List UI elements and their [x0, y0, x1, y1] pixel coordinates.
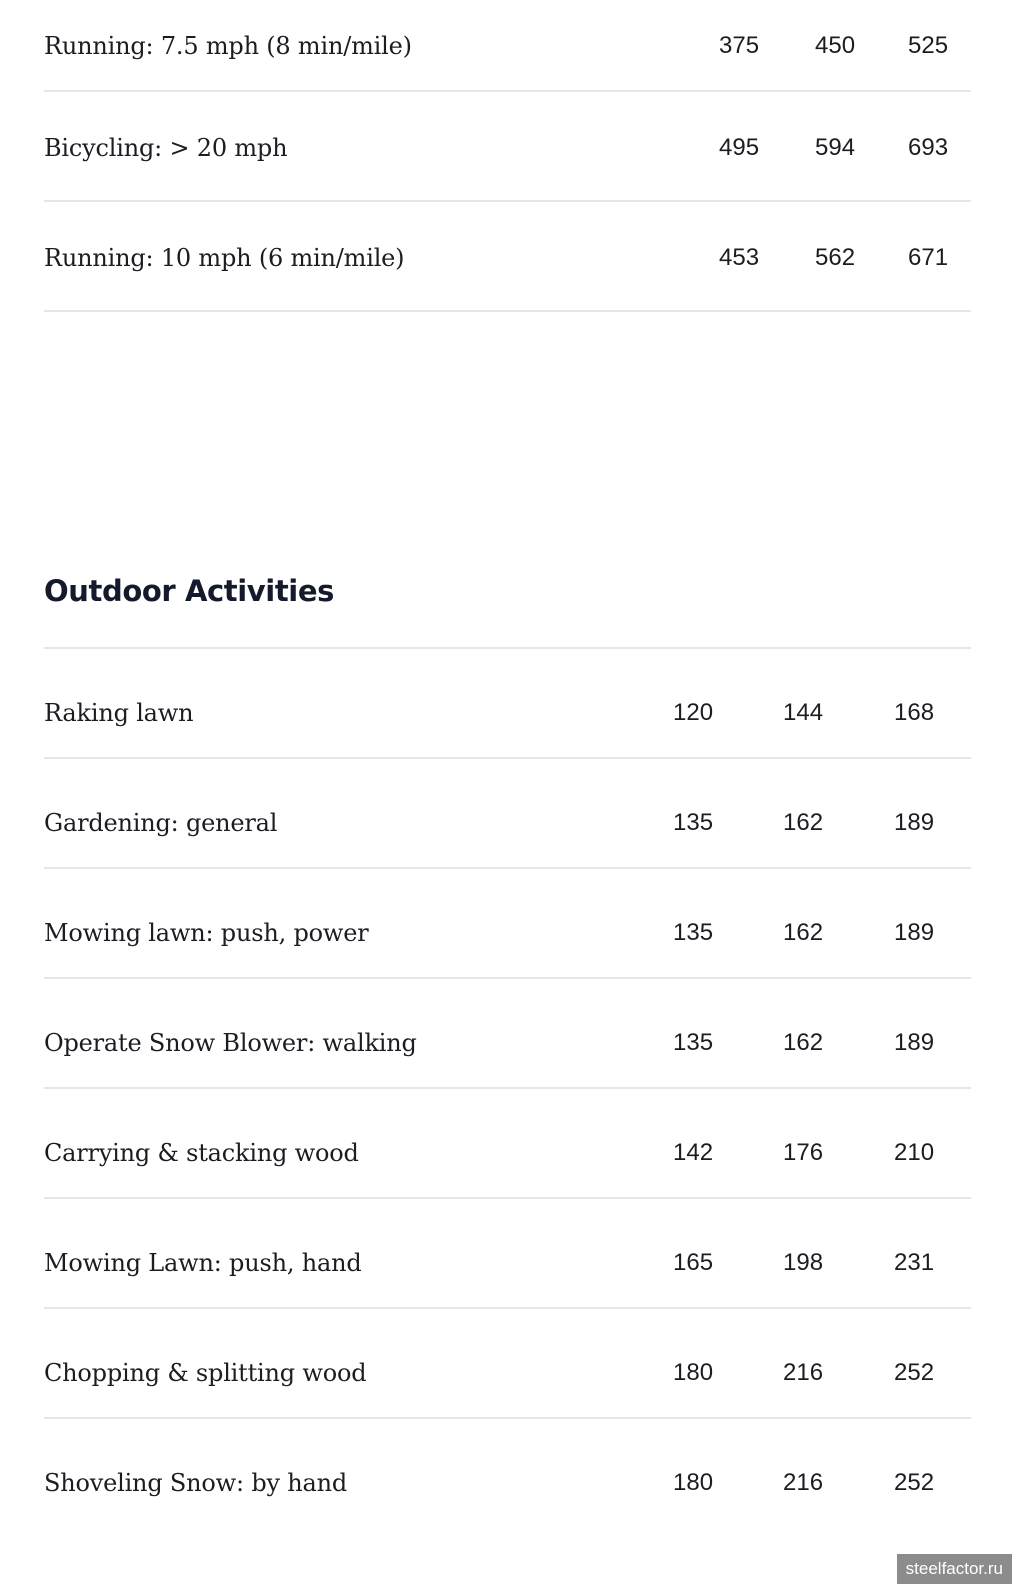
calories-value: 252: [894, 1359, 935, 1386]
calories-value: 375: [719, 32, 760, 59]
calories-value: 231: [894, 1249, 935, 1276]
activity-name: Running: 7.5 mph (8 min/mile): [44, 32, 412, 60]
activity-name: Raking lawn: [44, 699, 194, 727]
table-row: [44, 1089, 971, 1199]
calories-value: 162: [783, 809, 824, 836]
calories-value: 693: [908, 134, 949, 161]
table-row: [44, 759, 971, 869]
calories-value: 135: [673, 1029, 714, 1056]
calories-value: 165: [673, 1249, 714, 1276]
activity-name: Carrying & stacking wood: [44, 1139, 359, 1167]
table-row: [44, 202, 971, 312]
activity-name: Bicycling: > 20 mph: [44, 134, 288, 162]
watermark: steelfactor.ru: [897, 1554, 1012, 1584]
calories-value: 450: [815, 32, 856, 59]
table-row: [44, 1309, 971, 1419]
calories-value: 135: [673, 919, 714, 946]
calories-value: 176: [783, 1139, 824, 1166]
calories-value: 162: [783, 919, 824, 946]
activity-name: Gardening: general: [44, 809, 278, 837]
table-row: [44, 979, 971, 1089]
calories-value: 180: [673, 1359, 714, 1386]
calories-value: 495: [719, 134, 760, 161]
table-row: [44, 649, 971, 759]
calories-value: 142: [673, 1139, 714, 1166]
calories-value: 189: [894, 919, 935, 946]
calories-value: 671: [908, 244, 949, 271]
calories-value: 180: [673, 1469, 714, 1496]
calories-value: 135: [673, 809, 714, 836]
calories-value: 252: [894, 1469, 935, 1496]
calories-value: 189: [894, 1029, 935, 1056]
calories-value: 216: [783, 1469, 824, 1496]
calories-value: 120: [673, 699, 714, 726]
activity-name: Operate Snow Blower: walking: [44, 1029, 417, 1057]
activity-name: Mowing lawn: push, power: [44, 919, 369, 947]
table-row: [44, 1419, 971, 1529]
outdoor-activities-table: [44, 647, 971, 1529]
table-row: [44, 1199, 971, 1309]
calories-value: 162: [783, 1029, 824, 1056]
calories-value: 198: [783, 1249, 824, 1276]
table-row: [44, 869, 971, 979]
section-title: Outdoor Activities: [44, 574, 334, 608]
calories-value: 168: [894, 699, 935, 726]
table-row: [44, 92, 971, 202]
cardio-table: [44, 0, 971, 312]
activity-name: Shoveling Snow: by hand: [44, 1469, 348, 1497]
table-row: [44, 0, 971, 92]
calories-value: 453: [719, 244, 760, 271]
activity-name: Chopping & splitting wood: [44, 1359, 367, 1387]
activity-name: Running: 10 mph (6 min/mile): [44, 244, 405, 272]
calories-value: 594: [815, 134, 856, 161]
activity-name: Mowing Lawn: push, hand: [44, 1249, 362, 1277]
calories-value: 144: [783, 699, 824, 726]
calories-value: 216: [783, 1359, 824, 1386]
calories-value: 562: [815, 244, 856, 271]
calories-value: 525: [908, 32, 949, 59]
calories-value: 189: [894, 809, 935, 836]
calories-value: 210: [894, 1139, 935, 1166]
